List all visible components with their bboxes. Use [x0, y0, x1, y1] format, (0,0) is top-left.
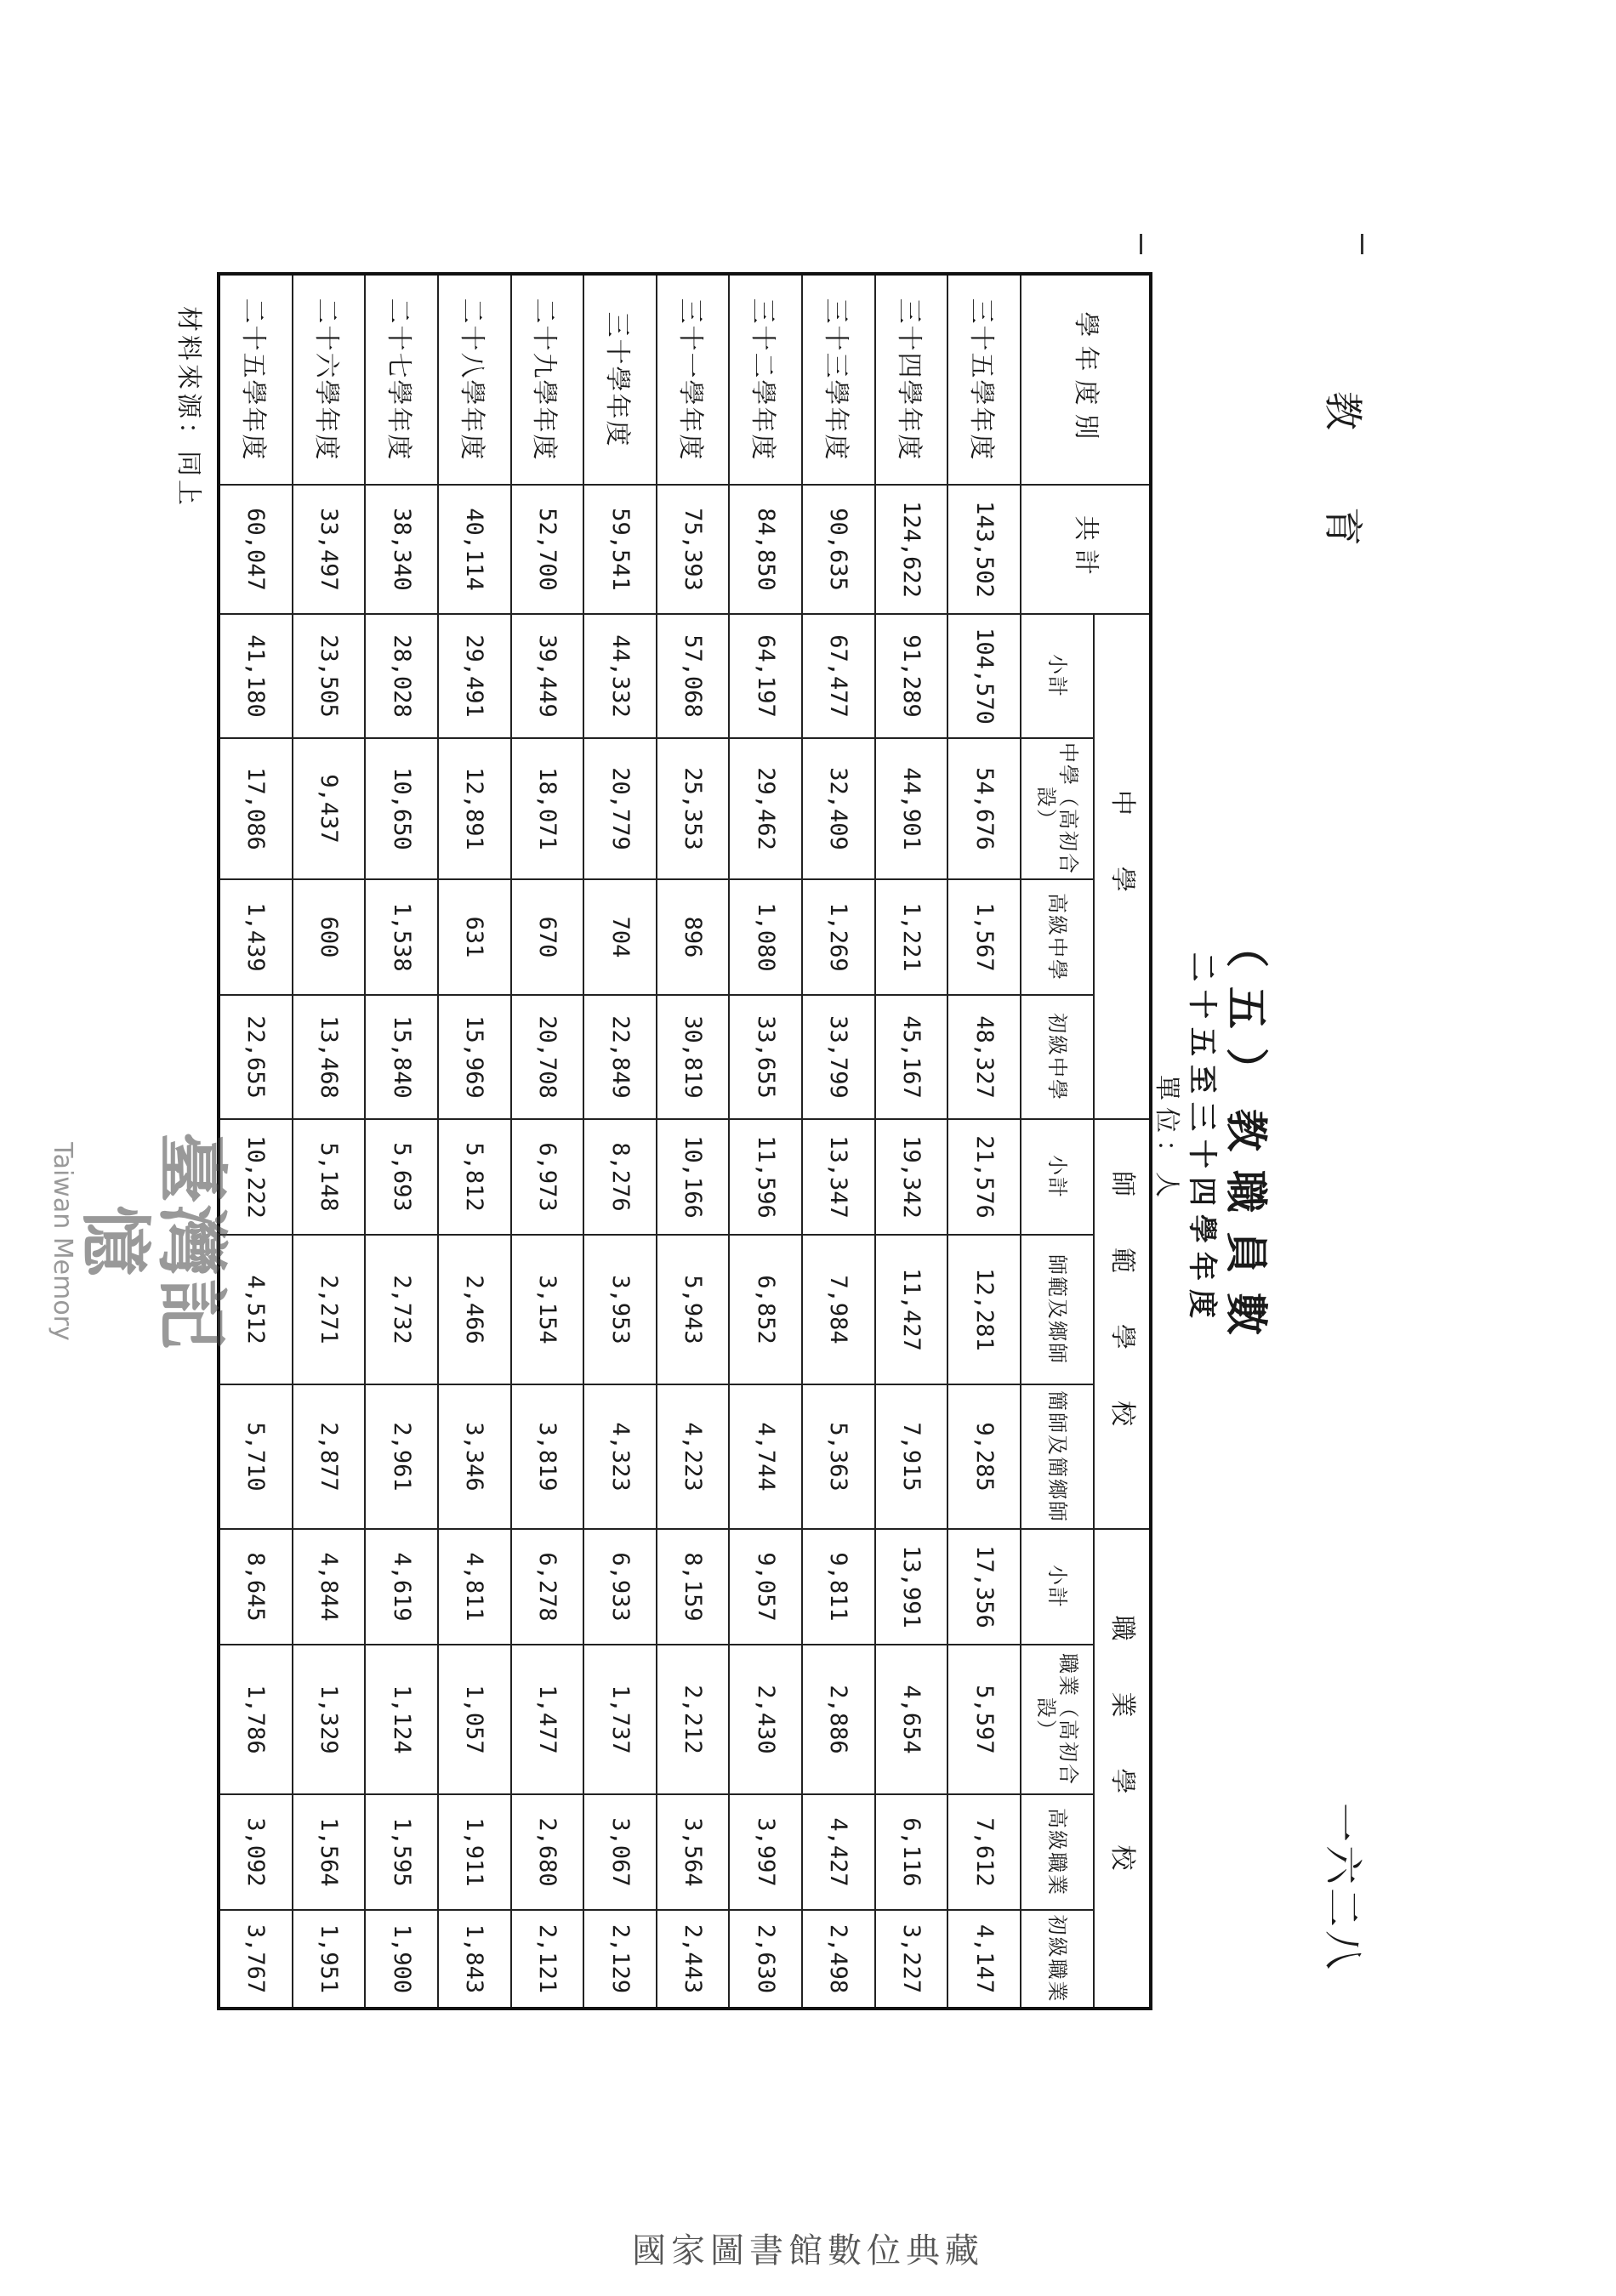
- value-cell: 5,710: [219, 1384, 293, 1529]
- year-cell: 三十四學年度: [875, 274, 948, 485]
- unit-label: 單位：人: [1152, 1075, 1181, 1204]
- value-cell: 15,840: [365, 995, 438, 1119]
- value-cell: 67,477: [802, 614, 875, 738]
- value-cell: 84,850: [730, 485, 803, 614]
- total-header: 共計: [1021, 485, 1151, 614]
- table-row: [511, 274, 584, 2009]
- row-header: 學年度別: [1021, 274, 1151, 485]
- value-cell: 1,911: [438, 1794, 511, 1910]
- value-cell: 6,278: [511, 1529, 584, 1645]
- table-row: [438, 274, 511, 2009]
- table-body: [219, 274, 1021, 2009]
- value-cell: 2,961: [365, 1384, 438, 1529]
- year-cell: 二十八學年度: [438, 274, 511, 485]
- edge-mark: [1361, 234, 1363, 254]
- sub-header: 職業（高初合設）: [1021, 1645, 1094, 1794]
- group-header-normal-school: 師範學校: [1094, 1119, 1151, 1529]
- value-cell: 704: [583, 879, 657, 995]
- value-cell: 64,197: [730, 614, 803, 738]
- value-cell: 8,159: [657, 1529, 730, 1645]
- year-cell: 三十五學年度: [947, 274, 1021, 485]
- value-cell: 2,430: [730, 1645, 803, 1794]
- value-cell: 41,180: [219, 614, 293, 738]
- year-cell: 二十五學年度: [219, 274, 293, 485]
- value-cell: 6,933: [583, 1529, 657, 1645]
- value-cell: 23,505: [293, 614, 366, 738]
- value-cell: 17,356: [947, 1529, 1021, 1645]
- value-cell: 13,991: [875, 1529, 948, 1645]
- value-cell: 2,212: [657, 1645, 730, 1794]
- table-row: [365, 274, 438, 2009]
- value-cell: 12,281: [947, 1235, 1021, 1384]
- value-cell: 5,693: [365, 1119, 438, 1235]
- value-cell: 3,564: [657, 1794, 730, 1910]
- value-cell: 7,612: [947, 1794, 1021, 1910]
- value-cell: 8,276: [583, 1119, 657, 1235]
- value-cell: 3,067: [583, 1794, 657, 1910]
- value-cell: 9,811: [802, 1529, 875, 1645]
- value-cell: 44,901: [875, 738, 948, 879]
- value-cell: 600: [293, 879, 366, 995]
- value-cell: 1,221: [875, 879, 948, 995]
- value-cell: 21,576: [947, 1119, 1021, 1235]
- value-cell: 670: [511, 879, 584, 995]
- value-cell: 4,223: [657, 1384, 730, 1529]
- value-cell: 28,028: [365, 614, 438, 738]
- value-cell: 11,596: [730, 1119, 803, 1235]
- value-cell: 3,767: [219, 1910, 293, 2009]
- value-cell: 38,340: [365, 485, 438, 614]
- value-cell: 22,849: [583, 995, 657, 1119]
- value-cell: 143,502: [947, 485, 1021, 614]
- value-cell: 124,622: [875, 485, 948, 614]
- value-cell: 5,148: [293, 1119, 366, 1235]
- value-cell: 3,092: [219, 1794, 293, 1910]
- value-cell: 30,819: [657, 995, 730, 1119]
- value-cell: 4,844: [293, 1529, 366, 1645]
- value-cell: 4,619: [365, 1529, 438, 1645]
- table-subtitle: 二十五至三十四學年度: [1185, 952, 1219, 1327]
- table-row: [947, 274, 1021, 2009]
- value-cell: 2,498: [802, 1910, 875, 2009]
- sub-header: 中學（高初合設）: [1021, 738, 1094, 879]
- value-cell: 39,449: [511, 614, 584, 738]
- staff-count-table: [217, 272, 1152, 2010]
- value-cell: 2,680: [511, 1794, 584, 1910]
- value-cell: 1,477: [511, 1645, 584, 1794]
- value-cell: 5,812: [438, 1119, 511, 1235]
- year-cell: 三十二學年度: [730, 274, 803, 485]
- value-cell: 6,852: [730, 1235, 803, 1384]
- value-cell: 29,491: [438, 614, 511, 738]
- value-cell: 3,997: [730, 1794, 803, 1910]
- value-cell: 59,541: [583, 485, 657, 614]
- value-cell: 15,969: [438, 995, 511, 1119]
- value-cell: 1,080: [730, 879, 803, 995]
- value-cell: 5,597: [947, 1645, 1021, 1794]
- value-cell: 33,799: [802, 995, 875, 1119]
- value-cell: 1,439: [219, 879, 293, 995]
- value-cell: 4,512: [219, 1235, 293, 1384]
- table-row: [802, 274, 875, 2009]
- value-cell: 32,409: [802, 738, 875, 879]
- watermark-logo: [48, 1101, 234, 1382]
- year-cell: 三十一學年度: [657, 274, 730, 485]
- value-cell: 5,943: [657, 1235, 730, 1384]
- value-cell: 1,567: [947, 879, 1021, 995]
- sub-header: 師範及鄉師: [1021, 1235, 1094, 1384]
- table-row: [657, 274, 730, 2009]
- year-cell: 三十學年度: [583, 274, 657, 485]
- sub-header: 高級中學: [1021, 879, 1094, 995]
- value-cell: 4,147: [947, 1910, 1021, 2009]
- value-cell: 9,285: [947, 1384, 1021, 1529]
- value-cell: 19,342: [875, 1119, 948, 1235]
- year-cell: 三十三學年度: [802, 274, 875, 485]
- value-cell: 1,843: [438, 1910, 511, 2009]
- value-cell: 2,630: [730, 1910, 803, 2009]
- value-cell: 3,227: [875, 1910, 948, 2009]
- value-cell: 2,732: [365, 1235, 438, 1384]
- value-cell: 40,114: [438, 485, 511, 614]
- value-cell: 2,121: [511, 1910, 584, 2009]
- value-cell: 1,269: [802, 879, 875, 995]
- value-cell: 1,057: [438, 1645, 511, 1794]
- value-cell: 11,427: [875, 1235, 948, 1384]
- value-cell: 17,086: [219, 738, 293, 879]
- value-cell: 9,437: [293, 738, 366, 879]
- value-cell: 1,737: [583, 1645, 657, 1794]
- value-cell: 2,443: [657, 1910, 730, 2009]
- value-cell: 4,323: [583, 1384, 657, 1529]
- year-cell: 二十七學年度: [365, 274, 438, 485]
- section-name: 教育: [1320, 391, 1366, 622]
- value-cell: 4,744: [730, 1384, 803, 1529]
- sub-header: 高級職業: [1021, 1794, 1094, 1910]
- value-cell: 90,635: [802, 485, 875, 614]
- table-title: （五）教職員數: [1221, 925, 1272, 1354]
- group-header-vocational-school: 職業學校: [1094, 1529, 1151, 2009]
- value-cell: 1,124: [365, 1645, 438, 1794]
- value-cell: 10,650: [365, 738, 438, 879]
- value-cell: 2,129: [583, 1910, 657, 2009]
- sub-header: 簡師及簡鄉師: [1021, 1384, 1094, 1529]
- value-cell: 3,953: [583, 1235, 657, 1384]
- value-cell: 91,289: [875, 614, 948, 738]
- watermark-subtext: Taiwan Memory: [48, 1142, 77, 1341]
- table-row: [730, 274, 803, 2009]
- value-cell: 1,564: [293, 1794, 366, 1910]
- sub-header: 小計: [1021, 1119, 1094, 1235]
- page-header: [1280, 247, 1391, 2032]
- year-cell: 二十六學年度: [293, 274, 366, 485]
- value-cell: 1,951: [293, 1910, 366, 2009]
- value-cell: 3,154: [511, 1235, 584, 1384]
- value-cell: 7,984: [802, 1235, 875, 1384]
- value-cell: 48,327: [947, 995, 1021, 1119]
- page-number: 一六二八: [1320, 1803, 1366, 1973]
- value-cell: 4,427: [802, 1794, 875, 1910]
- value-cell: 631: [438, 879, 511, 995]
- value-cell: 6,116: [875, 1794, 948, 1910]
- table-row: [875, 274, 948, 2009]
- source-note: 材料來源：同上: [174, 306, 203, 509]
- value-cell: 25,353: [657, 738, 730, 879]
- value-cell: 1,538: [365, 879, 438, 995]
- value-cell: 20,708: [511, 995, 584, 1119]
- value-cell: 13,468: [293, 995, 366, 1119]
- value-cell: 3,819: [511, 1384, 584, 1529]
- watermark-text: 臺灣記憶: [73, 1131, 234, 1351]
- value-cell: 3,346: [438, 1384, 511, 1529]
- value-cell: 44,332: [583, 614, 657, 738]
- value-cell: 9,057: [730, 1529, 803, 1645]
- value-cell: 1,329: [293, 1645, 366, 1794]
- value-cell: 6,973: [511, 1119, 584, 1235]
- value-cell: 2,877: [293, 1384, 366, 1529]
- table-row: [583, 274, 657, 2009]
- value-cell: 20,779: [583, 738, 657, 879]
- value-cell: 60,047: [219, 485, 293, 614]
- value-cell: 33,655: [730, 995, 803, 1119]
- value-cell: 33,497: [293, 485, 366, 614]
- value-cell: 45,167: [875, 995, 948, 1119]
- value-cell: 22,655: [219, 995, 293, 1119]
- edge-mark: [1140, 234, 1142, 254]
- table-row: [293, 274, 366, 2009]
- value-cell: 2,466: [438, 1235, 511, 1384]
- value-cell: 4,654: [875, 1645, 948, 1794]
- sub-header: 初級職業: [1021, 1910, 1094, 2009]
- value-cell: 52,700: [511, 485, 584, 614]
- value-cell: 1,595: [365, 1794, 438, 1910]
- value-cell: 57,068: [657, 614, 730, 738]
- sub-header: 小計: [1021, 614, 1094, 738]
- value-cell: 18,071: [511, 738, 584, 879]
- value-cell: 13,347: [802, 1119, 875, 1235]
- value-cell: 2,271: [293, 1235, 366, 1384]
- value-cell: 8,645: [219, 1529, 293, 1645]
- value-cell: 1,786: [219, 1645, 293, 1794]
- year-cell: 二十九學年度: [511, 274, 584, 485]
- value-cell: 104,570: [947, 614, 1021, 738]
- value-cell: 75,393: [657, 485, 730, 614]
- value-cell: 29,462: [730, 738, 803, 879]
- value-cell: 5,363: [802, 1384, 875, 1529]
- rotated-statistics-page: [48, 247, 1391, 2032]
- value-cell: 4,811: [438, 1529, 511, 1645]
- title-block: [1152, 247, 1280, 2032]
- sub-header: 小計: [1021, 1529, 1094, 1645]
- sub-header: 初級中學: [1021, 995, 1094, 1119]
- value-cell: 12,891: [438, 738, 511, 879]
- value-cell: 7,915: [875, 1384, 948, 1529]
- group-header-middle-school: 中學: [1094, 614, 1151, 1119]
- value-cell: 10,166: [657, 1119, 730, 1235]
- value-cell: 10,222: [219, 1119, 293, 1235]
- value-cell: 1,900: [365, 1910, 438, 2009]
- value-cell: 54,676: [947, 738, 1021, 879]
- library-footer: 國家圖書館數位典藏: [632, 2231, 984, 2270]
- value-cell: 2,886: [802, 1645, 875, 1794]
- value-cell: 896: [657, 879, 730, 995]
